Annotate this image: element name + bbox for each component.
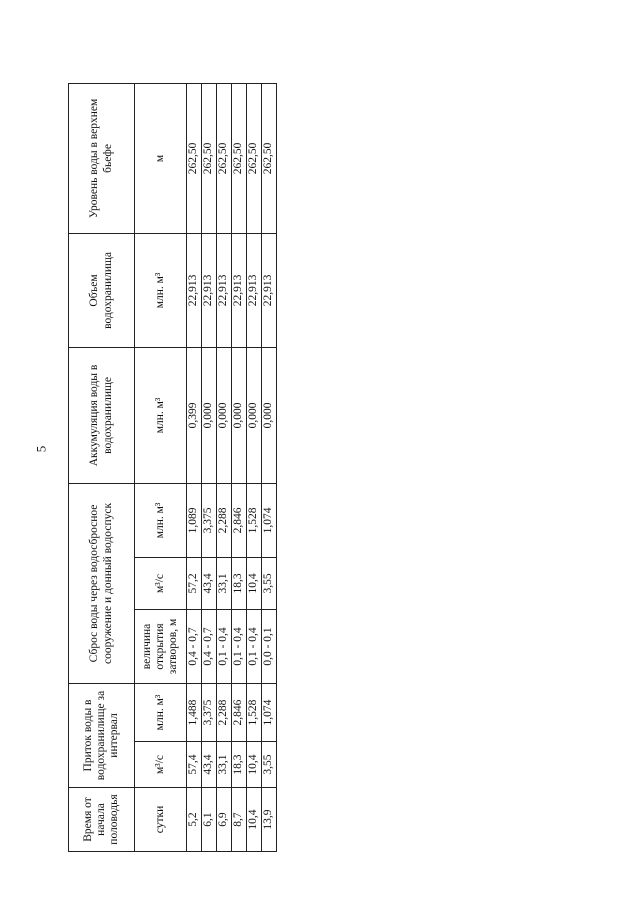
table-row (247, 83, 262, 851)
cell-volume: 22,913 (262, 233, 277, 347)
cell-volume: 22,913 (232, 233, 247, 347)
unit-release-rate: м³/с (135, 557, 187, 609)
cell-days: 5,2 (187, 788, 202, 852)
cell-accumulation: 0,000 (202, 347, 217, 483)
cell-inflow-volume: 2,288 (217, 683, 232, 741)
cell-inflow-volume: 1,528 (247, 683, 262, 741)
header-accumulation: Аккумуляция воды в водохранилище (69, 347, 135, 483)
rotated-table-wrapper (68, 52, 275, 852)
cell-inflow-volume: 1,074 (262, 683, 277, 741)
header-volume: Объем водохранилища (69, 233, 135, 347)
cell-inflow-rate: 43,4 (202, 742, 217, 788)
header-level: Уровень воды в верхнем бьефе (69, 83, 135, 233)
cell-release-rate: 57,2 (187, 557, 202, 609)
cell-volume: 22,913 (187, 233, 202, 347)
cell-inflow-rate: 57,4 (187, 742, 202, 788)
cell-gate-opening: 0,0 - 0,1 (262, 609, 277, 683)
cell-volume: 22,913 (247, 233, 262, 347)
cell-inflow-rate: 10,4 (247, 742, 262, 788)
cell-release-volume: 1,089 (187, 483, 202, 557)
cell-level: 262,50 (202, 83, 217, 233)
unit-level: м (135, 83, 187, 233)
cell-inflow-rate: 33,1 (217, 742, 232, 788)
cell-gate-opening: 0,1 - 0,4 (217, 609, 232, 683)
cell-release-rate: 43,4 (202, 557, 217, 609)
cell-accumulation: 0,000 (247, 347, 262, 483)
cell-inflow-volume: 1,488 (187, 683, 202, 741)
unit-days: сутки (135, 788, 187, 852)
unit-accumulation: млн. м³ (135, 347, 187, 483)
unit-inflow-volume: млн. м³ (135, 683, 187, 741)
cell-level: 262,50 (247, 83, 262, 233)
cell-accumulation: 0,000 (232, 347, 247, 483)
cell-days: 8,7 (232, 788, 247, 852)
cell-days: 10,4 (247, 788, 262, 852)
table-row (217, 83, 232, 851)
cell-volume: 22,913 (217, 233, 232, 347)
header-inflow: Приток воды в водохранилище за интервал (69, 683, 135, 787)
cell-days: 6,9 (217, 788, 232, 852)
table-row (187, 83, 202, 851)
header-time: Время от начала половодья (69, 788, 135, 852)
header-release: Сброс воды через водосбросное сооружение и донный водоспуск (69, 483, 135, 683)
cell-inflow-volume: 3,375 (202, 683, 217, 741)
page-number: 5 (33, 445, 49, 453)
table-row (202, 83, 217, 851)
table-area (68, 52, 640, 845)
cell-release-rate: 3,55 (262, 557, 277, 609)
cell-gate-opening: 0,4 - 0,7 (202, 609, 217, 683)
cell-accumulation: 0,399 (187, 347, 202, 483)
cell-gate-opening: 0,1 - 0,4 (232, 609, 247, 683)
cell-gate-opening: 0,1 - 0,4 (247, 609, 262, 683)
unit-inflow-rate: м³/с (135, 742, 187, 788)
cell-days: 6,1 (202, 788, 217, 852)
cell-release-volume: 2,288 (217, 483, 232, 557)
cell-inflow-volume: 2,846 (232, 683, 247, 741)
cell-release-rate: 33,1 (217, 557, 232, 609)
cell-release-volume: 1,074 (262, 483, 277, 557)
cell-level: 262,50 (187, 83, 202, 233)
table-row (262, 83, 277, 851)
cell-accumulation: 0,000 (262, 347, 277, 483)
cell-level: 262,50 (262, 83, 277, 233)
unit-release-volume: млн. м³ (135, 483, 187, 557)
cell-release-volume: 2,846 (232, 483, 247, 557)
cell-release-volume: 3,375 (202, 483, 217, 557)
cell-accumulation: 0,000 (217, 347, 232, 483)
cell-days: 13,9 (262, 788, 277, 852)
cell-release-rate: 10,4 (247, 557, 262, 609)
unit-volume: млн. м³ (135, 233, 187, 347)
cell-inflow-rate: 3,55 (262, 742, 277, 788)
cell-inflow-rate: 18,3 (232, 742, 247, 788)
cell-volume: 22,913 (202, 233, 217, 347)
cell-release-rate: 18,3 (232, 557, 247, 609)
cell-release-volume: 1,528 (247, 483, 262, 557)
cell-level: 262,50 (217, 83, 232, 233)
cell-level: 262,50 (232, 83, 247, 233)
table-row (232, 83, 247, 851)
data-table (68, 83, 277, 852)
cell-gate-opening: 0,4 - 0,7 (187, 609, 202, 683)
unit-gate-opening: величина открытия затворов, м (135, 609, 187, 683)
